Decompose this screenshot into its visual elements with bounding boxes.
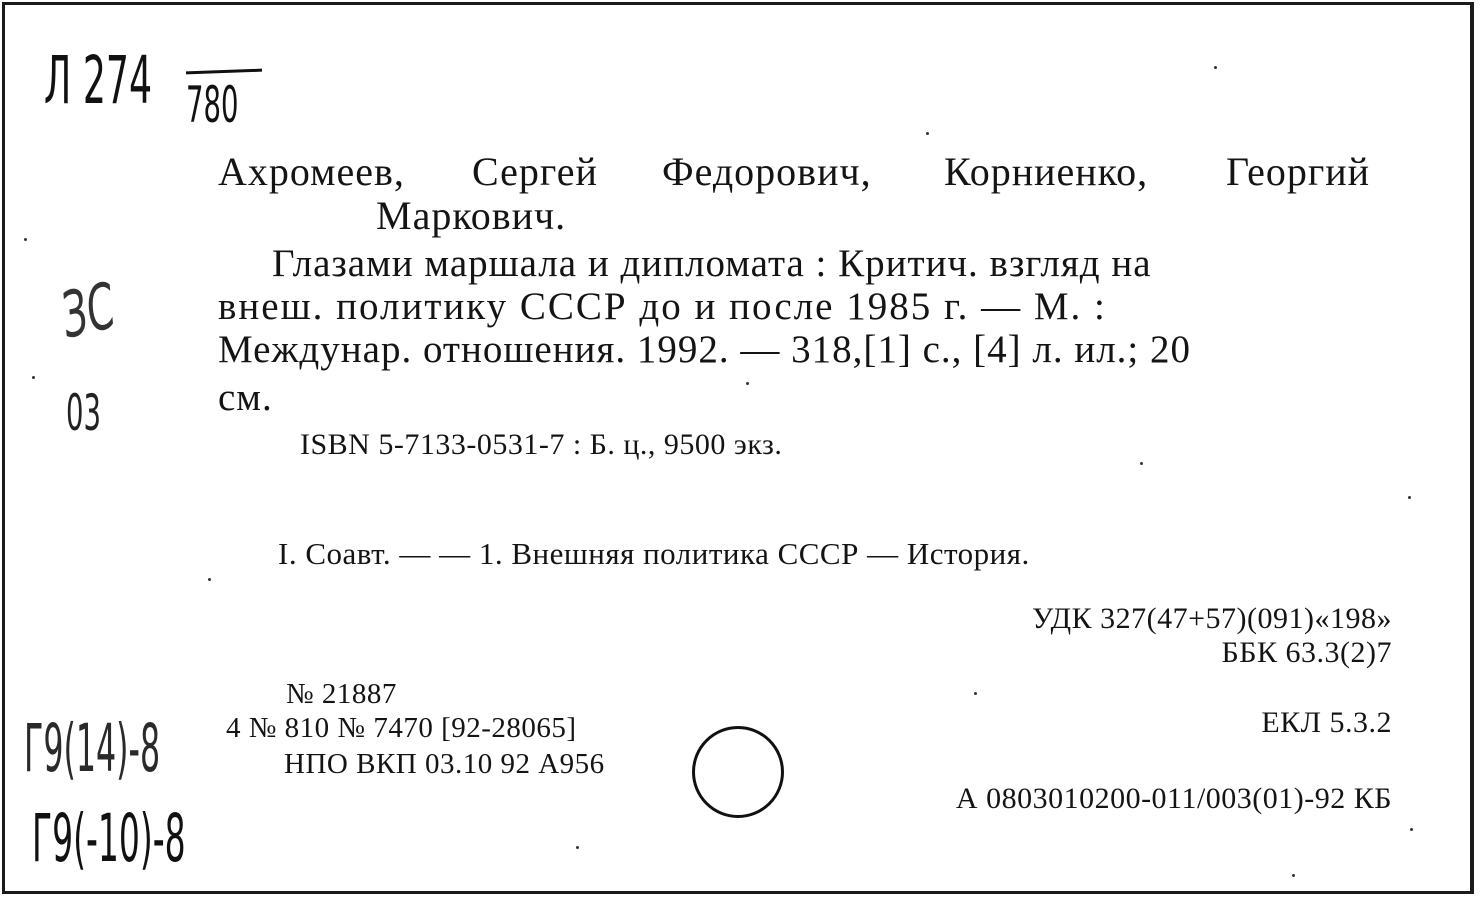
handwritten-mark-left-2: 03 (66, 384, 101, 442)
order-line: 4 № 810 № 7470 [92-28065] (226, 712, 577, 744)
ekl-code: ЕКЛ 5.3.2 (1261, 706, 1392, 739)
publisher-code: А 0803010200-011/003(01)-92 КБ (955, 782, 1392, 815)
speck (926, 132, 929, 135)
isbn-line: ISBN 5-7133-0531-7 : Б. ц., 9500 экз. (300, 428, 783, 461)
handwritten-shelfmark-sub: 780 (186, 76, 239, 134)
circle-stamp-icon (692, 726, 784, 818)
handwritten-mark-bottom-2: Г9(-10)-8 (32, 800, 186, 877)
author1-patronymic: Федорович, (662, 149, 872, 194)
handwritten-shelfmark: Л 274 (44, 42, 153, 119)
udk-code: УДК 327(47+57)(091)«198» (1031, 602, 1392, 635)
author2-surname: Корниенко, (944, 149, 1149, 194)
speck (208, 578, 211, 581)
speck (1408, 496, 1411, 499)
handwritten-mark-left-1: ЗС (59, 269, 117, 355)
speck (32, 376, 35, 379)
description-line-3: Междунар. отношения. 1992. — 318,[1] с., [4] л. ил.; 20 (218, 328, 1192, 371)
speck (1292, 874, 1295, 877)
description-line-1: Глазами маршала и дипломата : Критич. взгляд на (272, 242, 1152, 285)
speck (974, 692, 977, 695)
tracing-line: I. Соавт. — — 1. Внешняя политика СССР — История. (278, 536, 1030, 571)
speck (1214, 66, 1217, 69)
author1-name: Сергей (472, 149, 598, 194)
description-line-2: внеш. политику СССР до и после 1985 г. — М. : (218, 285, 1107, 328)
print-line: НПО ВКП 03.10 92 А956 (284, 748, 605, 780)
handwritten-mark-bottom-1: Г9(14)-8 (24, 710, 161, 787)
record-number: № 21887 (286, 678, 397, 710)
speck (576, 846, 579, 849)
author1-surname: Ахромеев, (218, 149, 405, 194)
author2-patronymic: Маркович. (376, 193, 567, 238)
author2-name: Георгий (1226, 149, 1371, 194)
speck (1410, 828, 1413, 831)
speck (24, 238, 27, 241)
speck (1140, 462, 1143, 465)
speck (746, 382, 749, 385)
description-line-4: см. (218, 376, 273, 419)
bbk-code: ББК 63.3(2)7 (1221, 636, 1392, 669)
